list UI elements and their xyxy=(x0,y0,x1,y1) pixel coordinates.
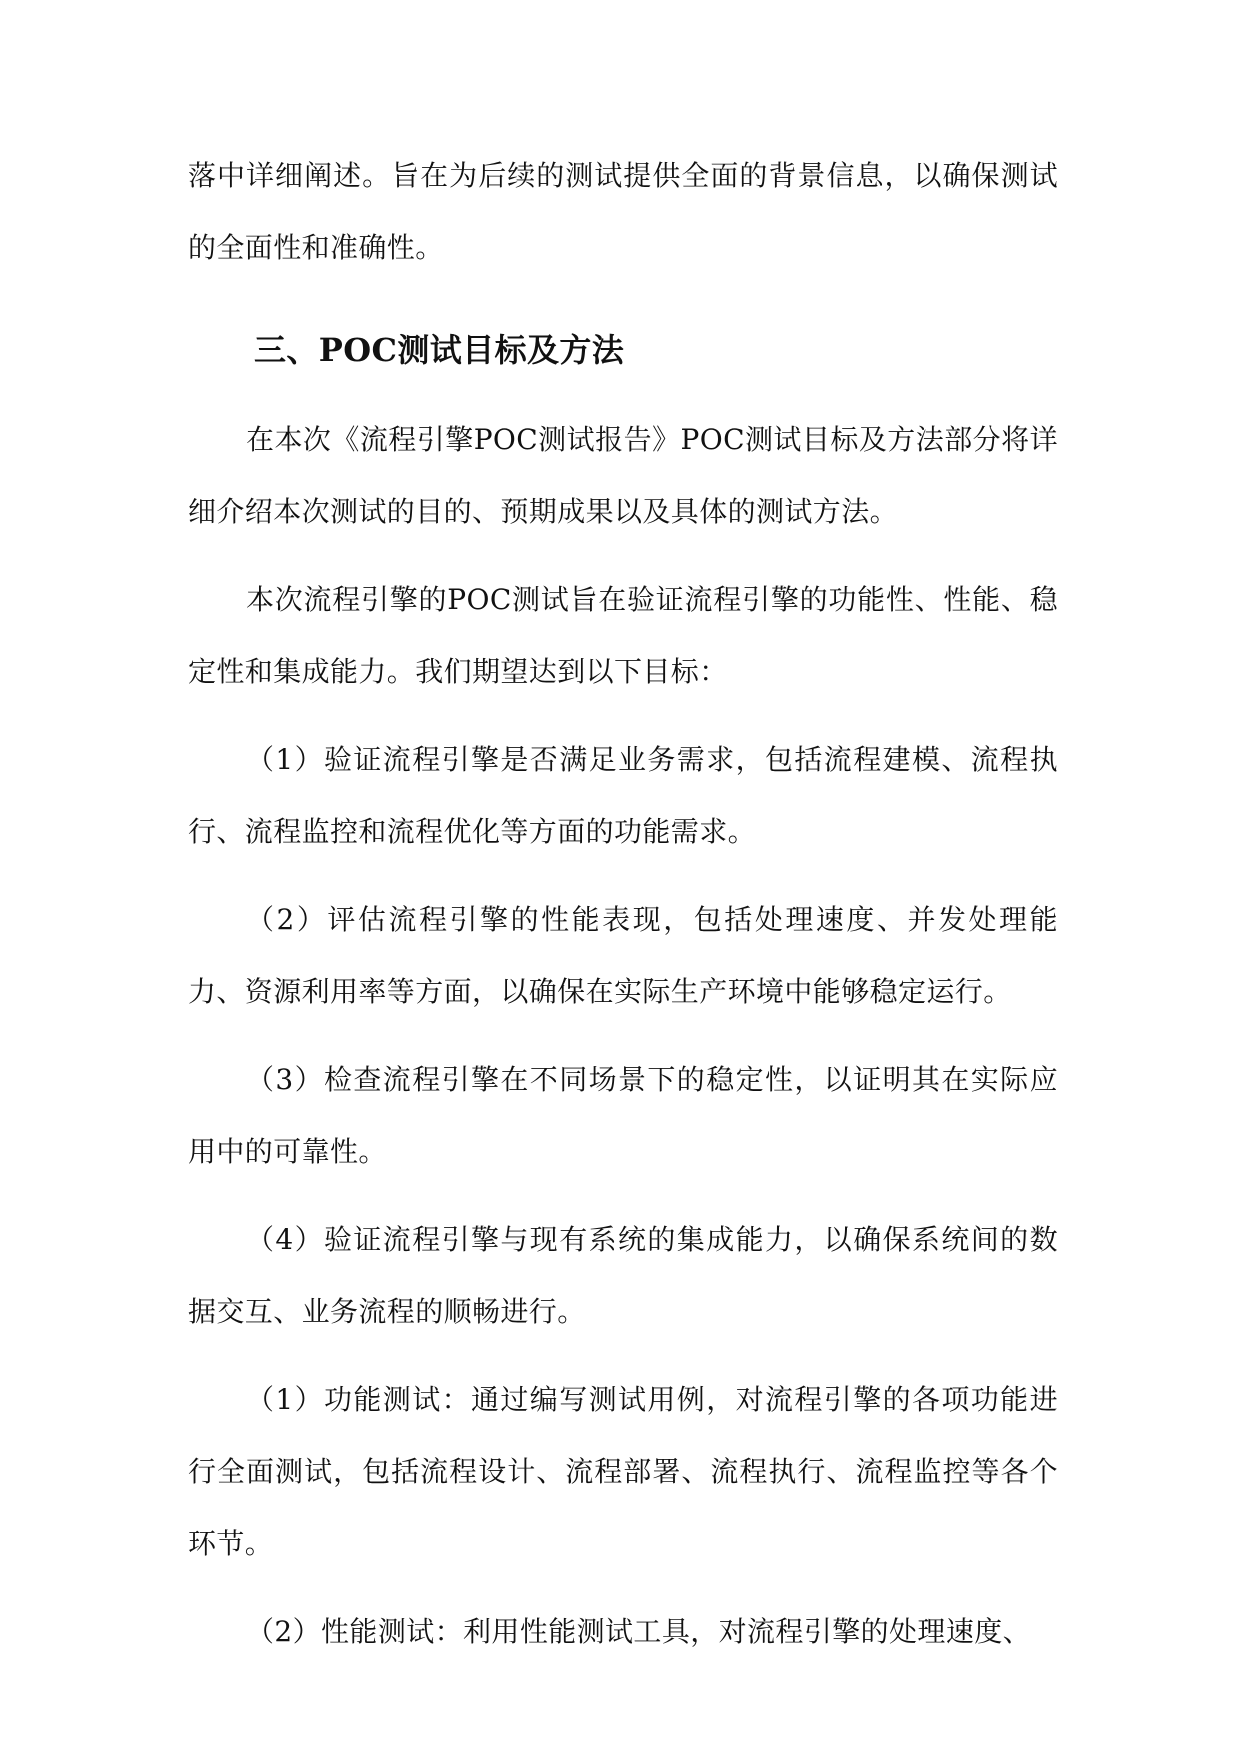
goal-item-1: （1）验证流程引擎是否满足业务需求，包括流程建模、流程执行、流程监控和流程优化等方面的功能需求。 xyxy=(188,743,1058,848)
method-item-1: （1）功能测试：通过编写测试用例，对流程引擎的各项功能进行全面测试，包括流程设计、流程部署、流程执行、流程监控等各个环节。 xyxy=(188,1383,1058,1560)
overview-paragraph: 在本次《流程引擎POC测试报告》POC测试目标及方法部分将详细介绍本次测试的目的、预期成果以及具体的测试方法。 xyxy=(188,423,1058,528)
document-body xyxy=(188,140,1058,1684)
goals-intro-paragraph: 本次流程引擎的POC测试旨在验证流程引擎的功能性、性能、稳定性和集成能力。我们期望达到以下目标： xyxy=(188,583,1058,688)
section-heading: 三、POC测试目标及方法 xyxy=(254,331,625,369)
intro-paragraph-tail: 落中详细阐述。旨在为后续的测试提供全面的背景信息，以确保测试的全面性和准确性。 xyxy=(188,159,1058,264)
goal-item-2: （2）评估流程引擎的性能表现，包括处理速度、并发处理能力、资源利用率等方面，以确保在实际生产环境中能够稳定运行。 xyxy=(188,903,1058,1008)
goal-item-4: （4）验证流程引擎与现有系统的集成能力，以确保系统间的数据交互、业务流程的顺畅进行。 xyxy=(188,1223,1058,1328)
goal-item-3: （3）检查流程引擎在不同场景下的稳定性，以证明其在实际应用中的可靠性。 xyxy=(188,1063,1058,1168)
method-item-2: （2）性能测试：利用性能测试工具，对流程引擎的处理速度、 xyxy=(246,1615,1032,1648)
